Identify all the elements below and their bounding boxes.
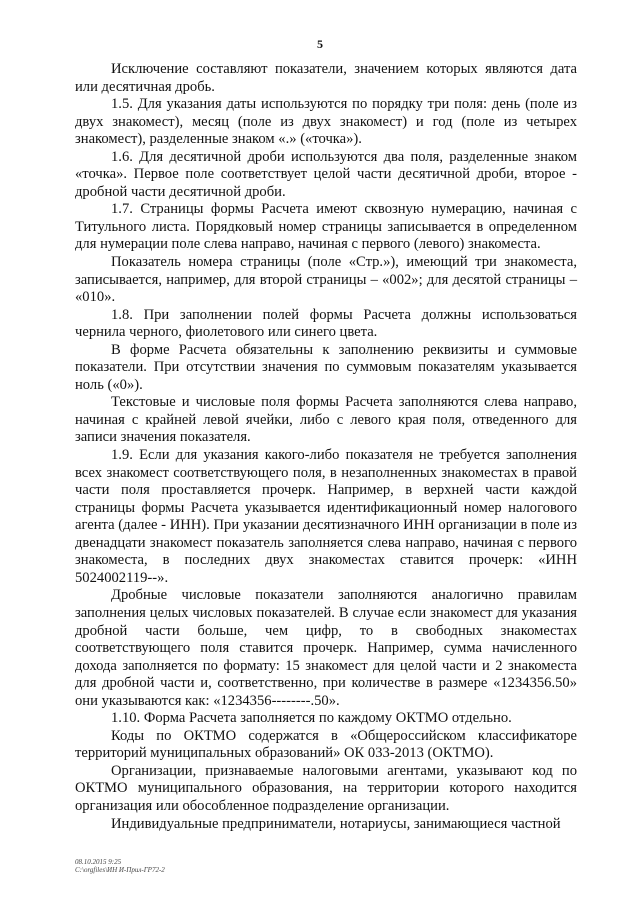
paragraph-1-5-date-fields: 1.5. Для указания даты используются по порядку три поля: день (поле из двух знакомест), месяц (поле из двух знакомест) и год (поле из четырех знакомест), разделенные знаком «.» («точка»). [75, 96, 577, 148]
paragraph-required-fields: В форме Расчета обязательны к заполнению реквизиты и суммовые показатели. При отсутствии значения по суммовым показателям указывается ноль («0»). [75, 341, 577, 393]
document-footer [75, 858, 165, 874]
paragraph-text-fields: Текстовые и числовые поля формы Расчета заполняются слева направо, начиная с крайней левой ячейки, либо с левого края поля, отведенного для записи значения показателя. [75, 394, 577, 446]
paragraph-exception: Исключение составляют показатели, значением которых являются дата или десятичная дробь. [75, 61, 577, 95]
paragraph-organizations: Организации, признаваемые налоговыми агентами, указывают код по ОКТМО муниципального образования, на территории которого находится организация или обособленное подразделение организации. [75, 762, 577, 814]
paragraph-1-6-decimal: 1.6. Для десятичной дроби используются два поля, разделенные знаком «точка». Первое поле соответствует целой части десятичной дроби, второе - дробной части десятичной дроби. [75, 148, 577, 200]
footer-file-path: С:\orgfiles\ИН И-Прил-ГР72-2 [75, 866, 165, 874]
paragraph-entrepreneurs: Индивидуальные предприниматели, нотариусы, занимающиеся частной [111, 815, 561, 832]
paragraph-1-10-oktmo: 1.10. Форма Расчета заполняется по каждому ОКТМО отдельно. [111, 710, 512, 727]
page-number: 5 [317, 37, 323, 51]
paragraph-page-number-field: Показатель номера страницы (поле «Стр.»), имеющий три знакоместа, записывается, например, для второй страницы – «002»; для десятой страницы – «010». [75, 254, 577, 306]
footer-timestamp: 08.10.2015 9:25 [75, 858, 122, 866]
paragraph-1-9-dashes: 1.9. Если для указания какого-либо показателя не требуется заполнения всех знакомест соответствующего поля, в незаполненных знакоместах в правой части поля проставляется прочерк. Например, в верхней части каждой страницы формы Расчета указывается идентификационный номер налогового агента (далее - ИНН). При указании десятизначного ИНН организации в поле из двенадцати знакомест показатель заполняется слева направо, начиная с первого знакоместа, в последних двух знакоместах ставится прочерк: «ИНН 5024002119--». [75, 447, 577, 586]
paragraph-oktmo-codes: Коды по ОКТМО содержатся в «Общероссийском классификаторе территорий муниципальных образований» ОК 033-2013 (ОКТМО). [75, 727, 577, 762]
body-text [75, 61, 577, 833]
paragraph-1-7-page-numbering: 1.7. Страницы формы Расчета имеют сквозную нумерацию, начиная с Титульного листа. Порядковый номер страницы записывается в определенном для нумерации поле слева направо, начиная с первого (левого) знакоместа. [75, 201, 577, 253]
paragraph-1-8-ink: 1.8. При заполнении полей формы Расчета должны использоваться чернила черного, фиолетового или синего цвета. [75, 306, 577, 341]
paragraph-fraction-fields: Дробные числовые показатели заполняются аналогично правилам заполнения целых числовых показателей. В случае если знакомест для указания дробной части больше, чем цифр, то в свободных знакоместах соответствующего поля ставится прочерк. Например, сумма начисленного дохода заполняется по формату: 15 знакомест для целой части и 2 знакоместа для дробной части и, соответственно, при количестве в размере «1234356.50» они указываются как: «1234356--------.50». [75, 587, 577, 709]
